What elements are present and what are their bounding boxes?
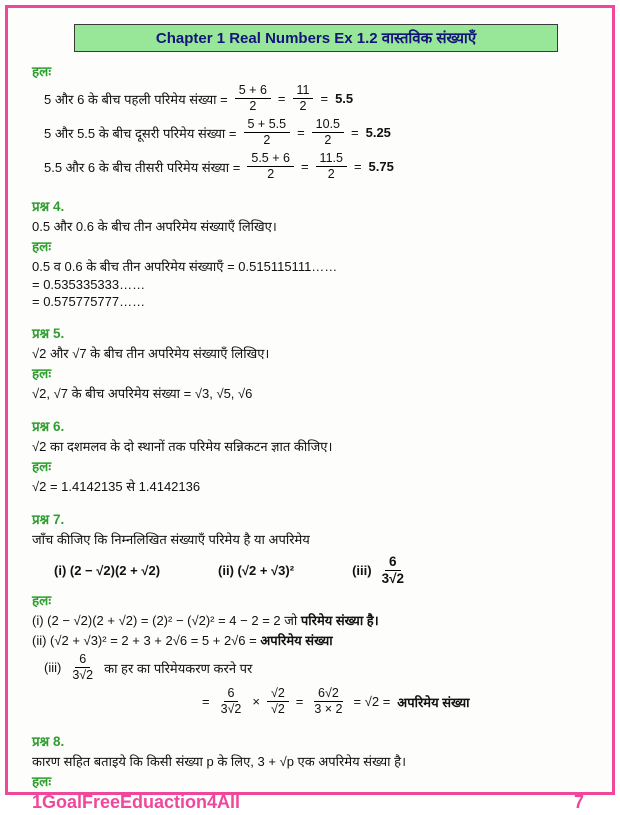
equals-sign: = (297, 125, 305, 140)
solution-i-line (32, 611, 588, 629)
fraction-denominator: 3√2 (220, 702, 242, 717)
fraction-numerator: 6 (75, 652, 90, 668)
line-text: (iii) (44, 660, 62, 676)
solution-label: हलः (32, 459, 52, 474)
result-text: अपरिमेय संख्या (260, 633, 333, 649)
solution-label: हलः (32, 366, 52, 381)
rational-line-1 (44, 83, 588, 114)
fraction (235, 83, 271, 114)
fraction (247, 151, 294, 182)
fraction-denominator: √2 (270, 702, 285, 717)
answer-line: = 0.535335333…… (32, 277, 146, 292)
fraction-numerator: 10.5 (312, 117, 344, 133)
equals-sign: = (202, 694, 210, 710)
question-6-label: प्रश्न 6. (32, 419, 65, 434)
expression-iii-label: (iii) (352, 563, 372, 579)
page-number: 7 (573, 792, 584, 813)
question-4-label: प्रश्न 4. (32, 199, 65, 214)
result-value: 5.25 (365, 125, 391, 140)
fraction (378, 554, 408, 587)
document-page (5, 5, 615, 813)
fraction (244, 117, 291, 148)
line-text: का हर का परिमेयकरण करने पर (104, 660, 253, 676)
question-8-text: कारण सहित बताइये कि किसी संख्या p के लिए, 3 + √p एक अपरिमेय संख्या है। (32, 754, 406, 770)
answer-line: 0.5 व 0.6 के बीच तीन अपरिमेय संख्याएँ = 0.515115111…… (32, 259, 338, 274)
equals-sign: = (351, 125, 359, 140)
fraction-denominator: 3√2 (72, 668, 94, 683)
answer-line: = 0.575775777…… (32, 294, 146, 309)
question-4-text: 0.5 और 0.6 के बीच तीन अपरिमेय संख्याएँ लिखिए। (32, 219, 277, 234)
fraction (310, 686, 346, 717)
fraction (293, 83, 314, 114)
rational-line-3 (44, 151, 588, 182)
fraction-numerator: 6 (224, 686, 239, 702)
line-text: = √2 = (353, 694, 391, 710)
question-5-label: प्रश्न 5. (32, 326, 65, 341)
line-text: 5 और 5.5 के बीच दूसरी परिमेय संख्या = (44, 125, 237, 141)
fraction-numerator: 5.5 + 6 (247, 151, 294, 167)
fraction-numerator: √2 (267, 686, 289, 702)
rational-line-2 (44, 117, 588, 148)
solution-ii-line (32, 631, 588, 649)
fraction-numerator: 5 + 6 (235, 83, 271, 99)
chapter-title: Chapter 1 Real Numbers Ex 1.2 वास्तविक संख्याएँ (155, 30, 477, 47)
answer-line: √2 = 1.4142135 से 1.4142136 (32, 479, 201, 494)
expression-ii: (ii) (√2 + √3)² (218, 563, 295, 579)
solution-label: हलः (32, 593, 52, 609)
fraction-numerator: 6√2 (314, 686, 343, 702)
result-value: 5.75 (368, 159, 394, 174)
answer-line: √2, √7 के बीच अपरिमेय संख्या = √3, √5, √6 (32, 386, 253, 401)
chapter-title-bar (74, 24, 558, 52)
solution-iii-line (44, 652, 588, 683)
fraction-numerator: 5 + 5.5 (244, 117, 291, 133)
equals-sign: = (277, 91, 286, 106)
times-sign: × (252, 694, 260, 710)
fraction-denominator: 2 (327, 167, 335, 181)
solution-label: हलः (32, 239, 52, 254)
solution-iii-equation (202, 686, 588, 717)
fraction-denominator: 2 (249, 99, 257, 113)
fraction-denominator: 2 (263, 133, 271, 147)
fraction-denominator: 2 (299, 99, 307, 113)
equals-sign: = (300, 159, 309, 174)
content (32, 60, 588, 792)
line-text: 5.5 और 6 के बीच तीसरी परिमेय संख्या = (44, 159, 241, 175)
equals-sign: = (320, 91, 329, 106)
question-5-text: √2 और √7 के बीच तीन अपरिमेय संख्याएँ लिखिए। (32, 346, 270, 361)
fraction-denominator: 2 (324, 133, 332, 147)
question-6-text: √2 का दशमलव के दो स्थानों तक परिमेय सन्निकटन ज्ञात कीजिए। (32, 439, 333, 454)
expression-i: (i) (2 − √2)(2 + √2) (54, 563, 161, 579)
fraction (68, 652, 97, 683)
equals-sign: = (295, 694, 304, 710)
question-7-label: प्रश्न 7. (32, 512, 65, 527)
equals-sign: = (353, 159, 362, 174)
page-footer (32, 792, 588, 815)
fraction-numerator: 11.5 (316, 151, 347, 167)
fraction-denominator: 3√2 (381, 571, 404, 587)
site-name: 1GoalFreeEduaction4All (32, 792, 241, 813)
line-text: (ii) (√2 + √3)² = 2 + 3 + 2√6 = 5 + 2√6 = (32, 633, 257, 649)
question-7-text: जाँच कीजिए कि निम्नलिखित संख्याएँ परिमेय है या अपरिमेय (32, 532, 310, 547)
fraction (316, 151, 347, 182)
result-text: अपरिमेय संख्या (397, 694, 470, 710)
fraction-denominator: 2 (267, 167, 275, 181)
result-text: परिमेय संख्या है। (300, 613, 379, 629)
line-text: 5 और 6 के बीच पहली परिमेय संख्या = (44, 91, 228, 107)
fraction-numerator: 11 (293, 83, 314, 99)
expression-iii (352, 554, 408, 587)
solution-label: हलः (32, 64, 52, 79)
fraction (267, 686, 289, 717)
fraction (312, 117, 344, 148)
solution-label: हलः (32, 774, 52, 790)
question-8-label: प्रश्न 8. (32, 734, 65, 750)
fraction (217, 686, 246, 717)
fraction-numerator: 6 (385, 554, 401, 571)
question-7-expressions (54, 554, 588, 587)
line-text: (i) (2 − √2)(2 + √2) = (2)² − (√2)² = 4 − 2 = 2 जो (32, 613, 298, 629)
result-value: 5.5 (335, 91, 354, 106)
fraction-denominator: 3 × 2 (314, 702, 343, 717)
